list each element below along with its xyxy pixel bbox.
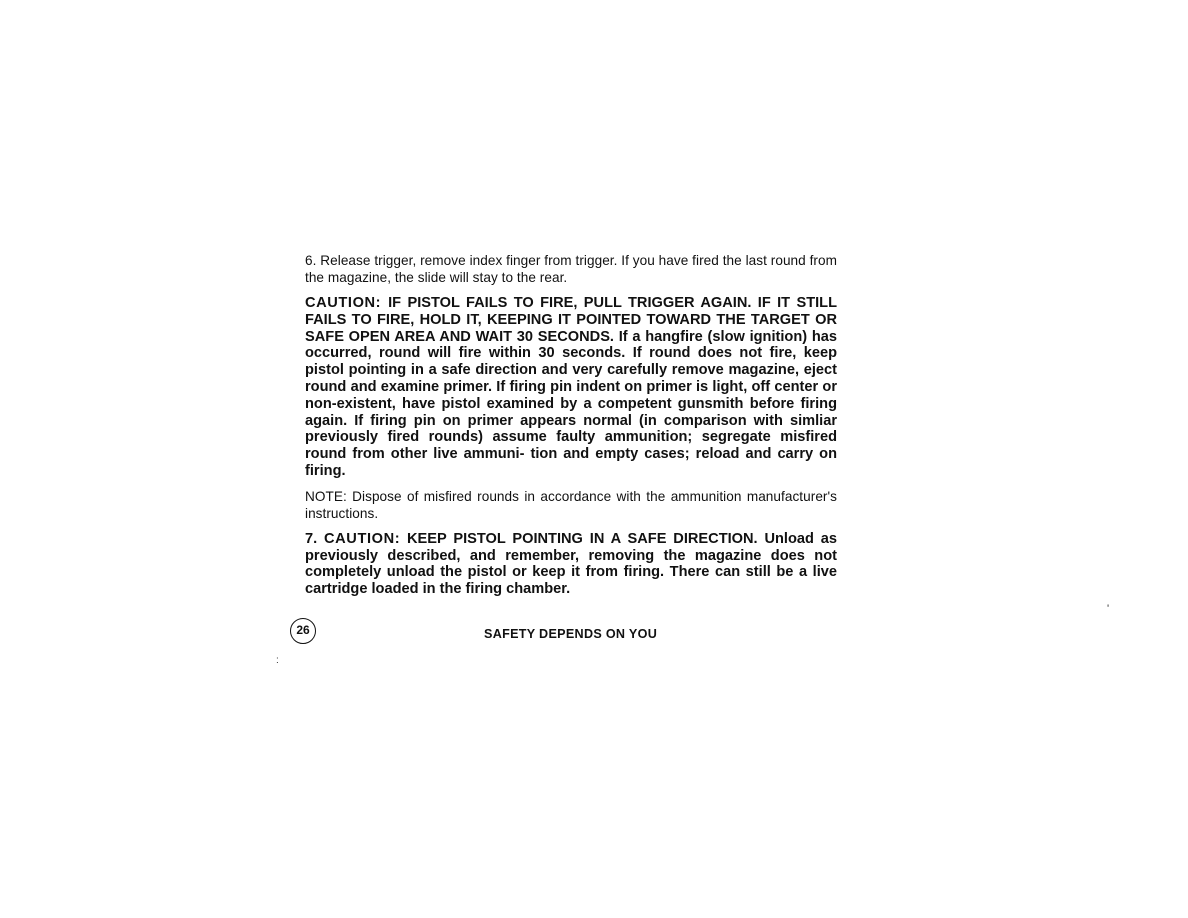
manual-page-content: [305, 252, 837, 598]
caution-body-text: If a hangfire (slow ignition) has occurred, round will fire within 30 seconds. If round does not fire, keep pistol pointing in a safe direction and very carefully remove magazine, eject round and examine primer. If firing pin indent on primer is light, off center or non-existent, have pistol examined by a competent gunsmith before firing again. If firing pin on primer appears normal (in comparison with simliar previously fired rounds) assume faulty ammunition; segregate misfired round from other live ammuni- tion and empty cases; reload and carry on firing.: [305, 328, 837, 479]
step-7-caution-label: CAUTION:: [324, 530, 401, 547]
note-text: Dispose of misfired rounds in accordance with the ammunition manufacturer's instructions.: [305, 488, 837, 521]
scan-speck-left: :: [276, 655, 279, 666]
step-6-paragraph: [305, 252, 837, 286]
footer-title: SAFETY DEPENDS ON YOU: [484, 627, 658, 641]
page-number: 26: [296, 623, 310, 637]
caution-label: CAUTION:: [305, 295, 389, 311]
note-label: NOTE:: [305, 488, 347, 504]
scan-speck-right: ': [1107, 603, 1110, 615]
caution-paragraph: [305, 295, 837, 480]
caution-caps-text: IF PISTOL FAILS TO FIRE, PULL TRIGGER AGAIN. IF IT STILL FAILS TO FIRE, HOLD IT, KEEPING IT POINTED TOWARD THE TARGET OR SAFE OPEN AREA AND WAIT 30 SECONDS.: [305, 295, 838, 345]
page-footer: [290, 618, 850, 650]
step-7-number: 7.: [305, 530, 325, 547]
note-paragraph: [305, 488, 837, 522]
step-7-paragraph: [305, 531, 837, 598]
step-7-text: KEEP PISTOL POINTING IN A SAFE DIRECTION. Unload as previously described, and remember, removing the magazine does not completely unload the pistol or keep it from firing. There can still be a live cartridge loaded in the firing chamber.: [305, 530, 837, 598]
step-6-text: 6. Release trigger, remove index finger from trigger. If you have fired the last round from the magazine, the slide will stay to the rear.: [305, 253, 837, 285]
page-number-badge: [290, 618, 316, 644]
